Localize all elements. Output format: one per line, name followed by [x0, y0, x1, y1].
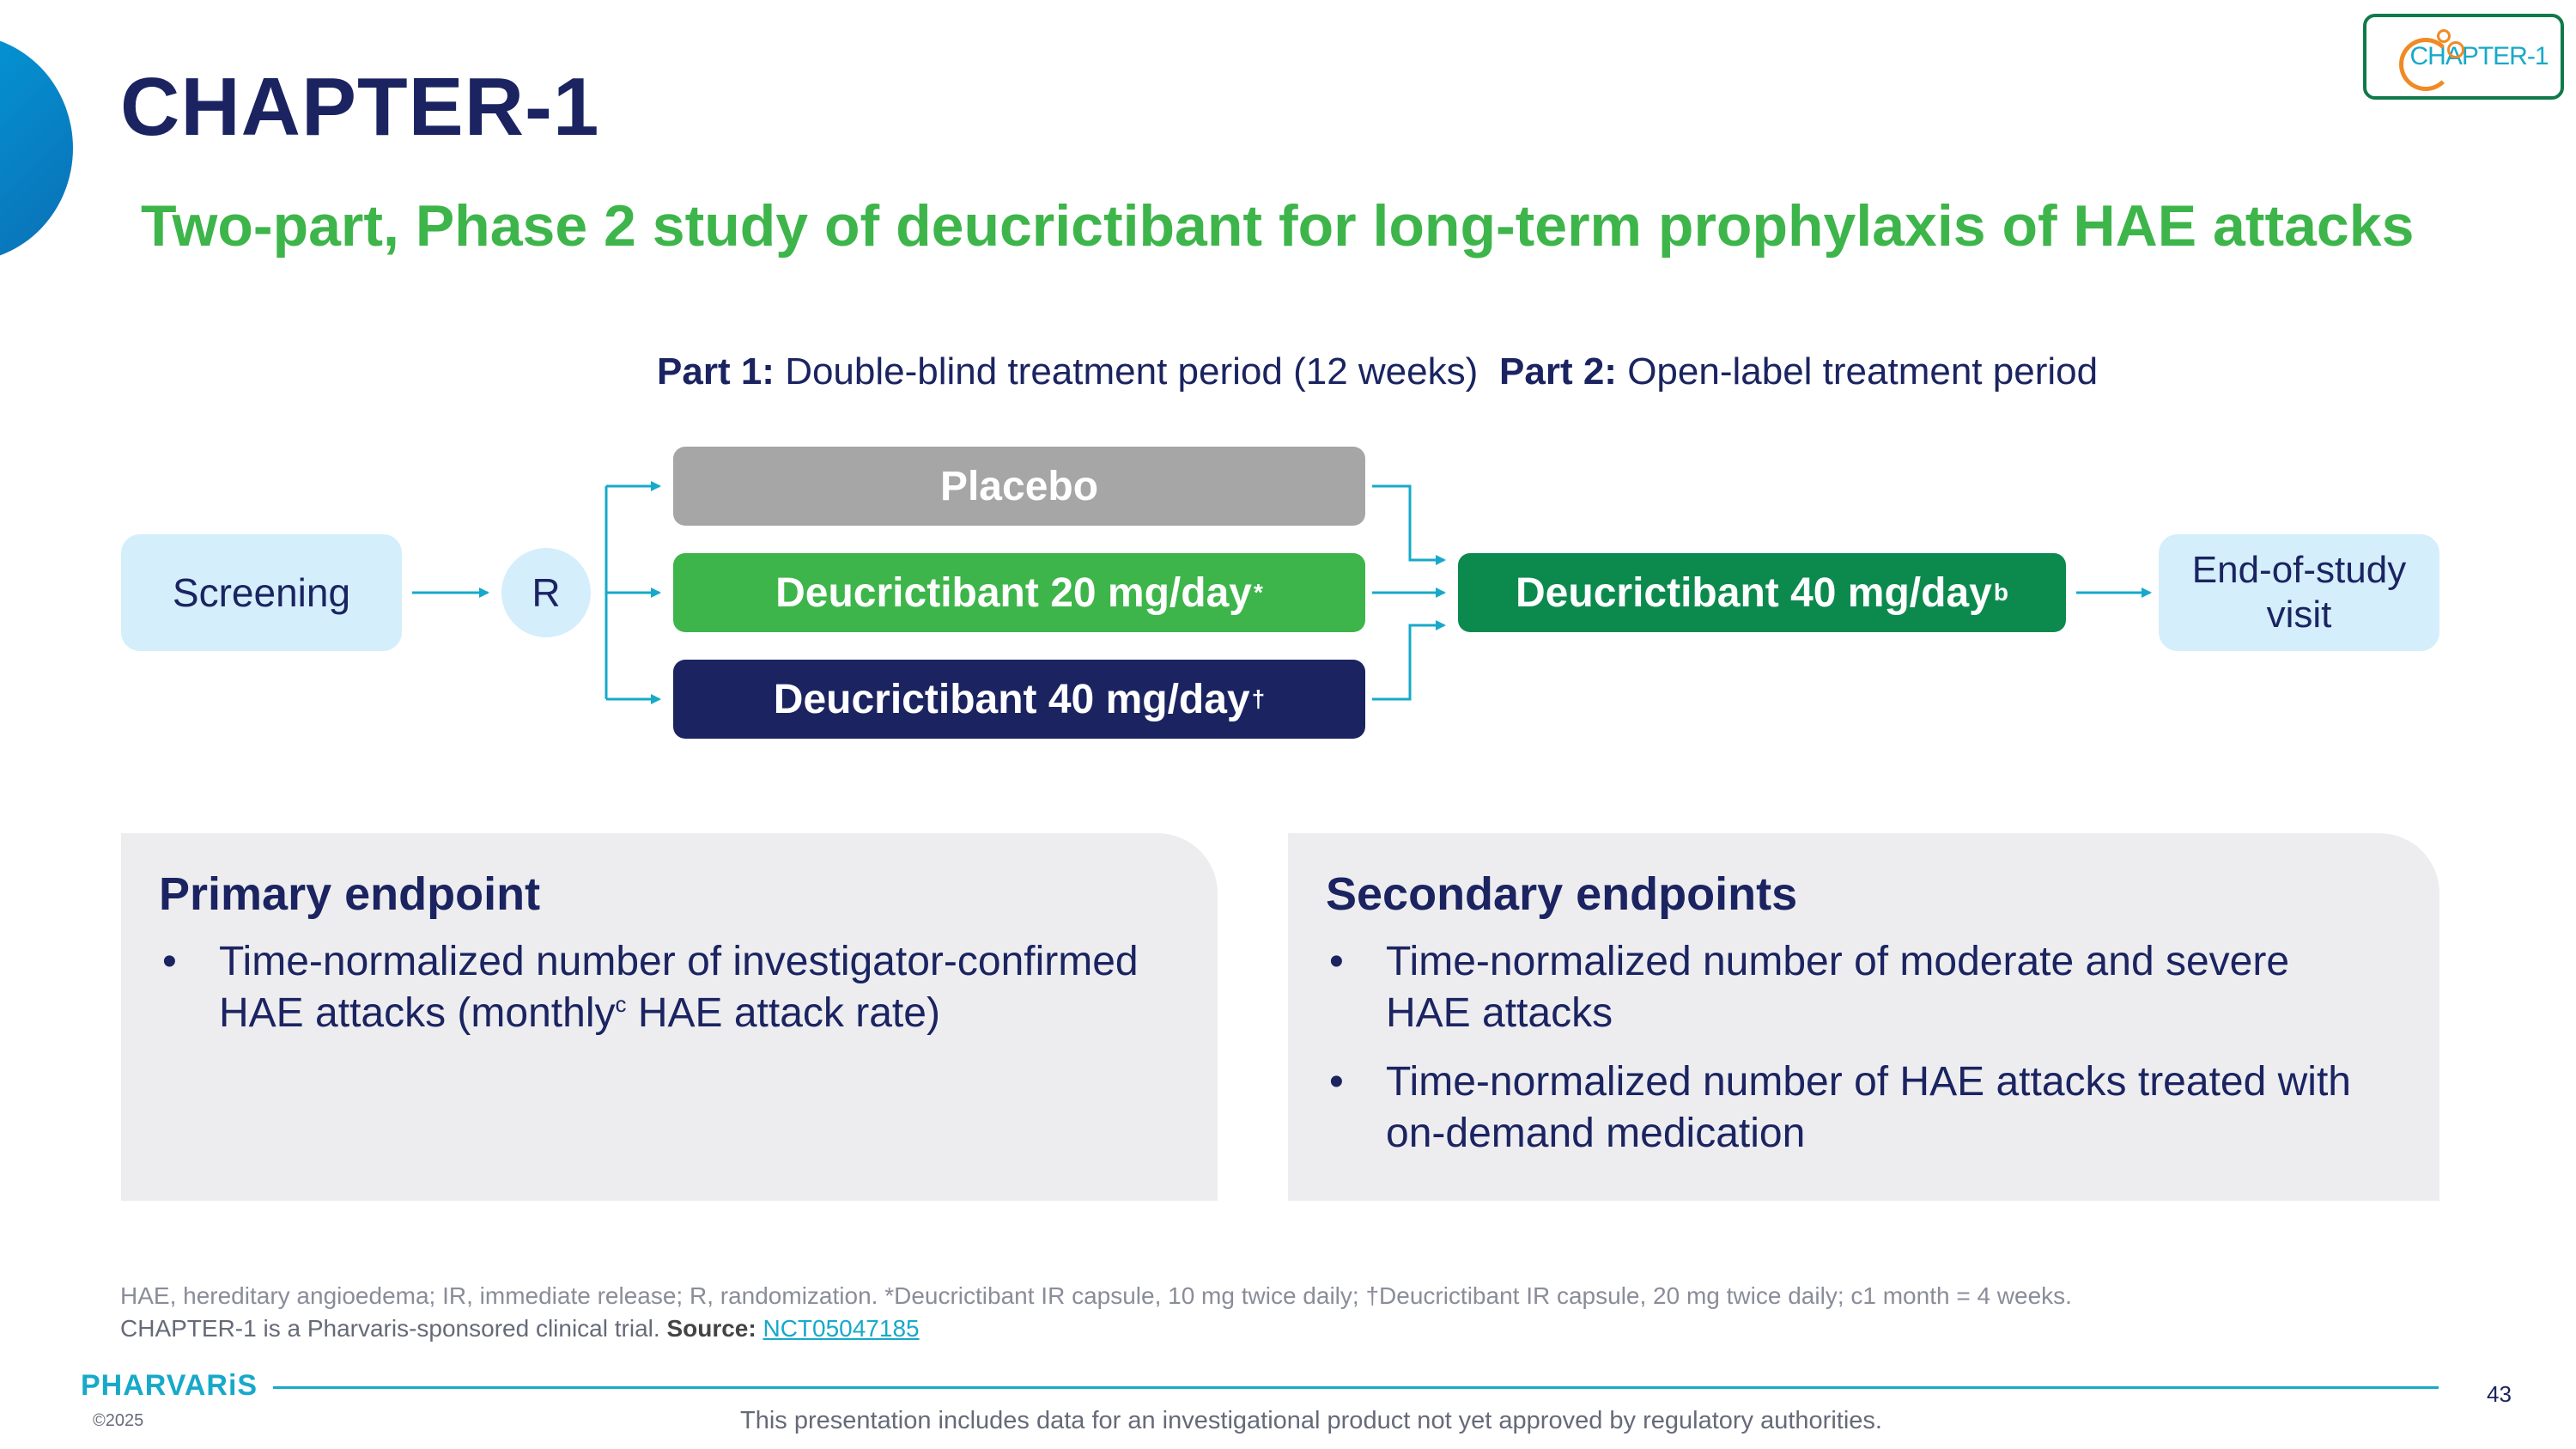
slide-subtitle: Two-part, Phase 2 study of deucrictibant for long-term prophylaxis of HAE attacks	[141, 193, 2415, 259]
secondary-endpoint-item: • Time-normalized number of moderate and severe HAE attacks	[1326, 936, 2330, 1039]
deucrictibant-20mg-arm: Deucrictibant 20 mg/day *	[673, 553, 1365, 632]
end-of-study-line2: visit	[2266, 594, 2332, 636]
placebo-arm	[673, 447, 1365, 526]
footer-disclaimer: This presentation includes data for an investigational product not yet approved by regulatory authorities.	[740, 1407, 1882, 1434]
footnote-abbreviations: HAE, hereditary angioedema; IR, immediate release; R, randomization. *Deucrictibant IR capsule, 10 mg twice daily; †Deucrictibant IR capsule, 20 mg twice daily; c1 month = 4 weeks.	[120, 1282, 2072, 1309]
nct-link[interactable]: NCT05047185	[762, 1315, 920, 1342]
arrow-placebo-to-openlabel	[1372, 486, 1444, 560]
screening-box: Screening	[121, 534, 402, 651]
end-of-study-box	[2159, 534, 2439, 651]
footnote-source	[120, 1315, 920, 1342]
arm-40mg-label: Deucrictibant 40 mg/day	[773, 676, 1250, 722]
end-of-study-line1: End-of-study	[2191, 549, 2407, 591]
copyright-year: ©2025	[93, 1411, 144, 1430]
randomization-circle: R	[501, 548, 591, 637]
footnote-source-text: CHAPTER-1 is a Pharvaris-sponsored clinical trial.	[120, 1315, 667, 1342]
deucrictibant-40mg-arm: Deucrictibant 40 mg/day †	[673, 660, 1365, 739]
logo-text: CHAPTER-1	[2409, 42, 2549, 70]
arm-20mg-label: Deucrictibant 20 mg/day	[775, 569, 1252, 616]
part1-text: Double-blind treatment period (12 weeks)	[785, 350, 1479, 393]
open-label-arm: Deucrictibant 40 mg/day b	[1458, 553, 2066, 632]
open-label-label: Deucrictibant 40 mg/day	[1516, 569, 1992, 616]
part2-label: Part 2:	[1499, 350, 1617, 393]
primary-text-a: Time-normalized number of investigator-confirmed HAE attacks (monthly	[219, 939, 1139, 1036]
secondary-endpoint-item: • Time-normalized number of HAE attacks treated with on-demand medication	[1326, 1056, 2382, 1160]
part2-text: Open-label treatment period	[1627, 350, 2099, 393]
page-number: 43	[2487, 1381, 2512, 1407]
arrow-40mg-to-openlabel	[1372, 625, 1444, 699]
primary-endpoint-heading: Primary endpoint	[159, 868, 541, 920]
primary-endpoint-panel	[121, 833, 1218, 1201]
part1-label: Part 1:	[657, 350, 775, 393]
primary-endpoint-item	[159, 936, 1146, 1039]
page-title: CHAPTER-1	[120, 61, 600, 153]
primary-footnote-mark: c	[615, 991, 627, 1017]
pharvaris-logo: PHARVARiS	[81, 1369, 258, 1402]
footer-divider	[273, 1386, 2439, 1389]
source-label: Source:	[666, 1315, 756, 1342]
primary-text-b: HAE attack rate)	[626, 990, 940, 1036]
secondary-endpoints-heading: Secondary endpoints	[1326, 868, 1798, 920]
placebo-label: Placebo	[939, 463, 1099, 509]
secondary-endpoints-panel	[1288, 833, 2439, 1201]
